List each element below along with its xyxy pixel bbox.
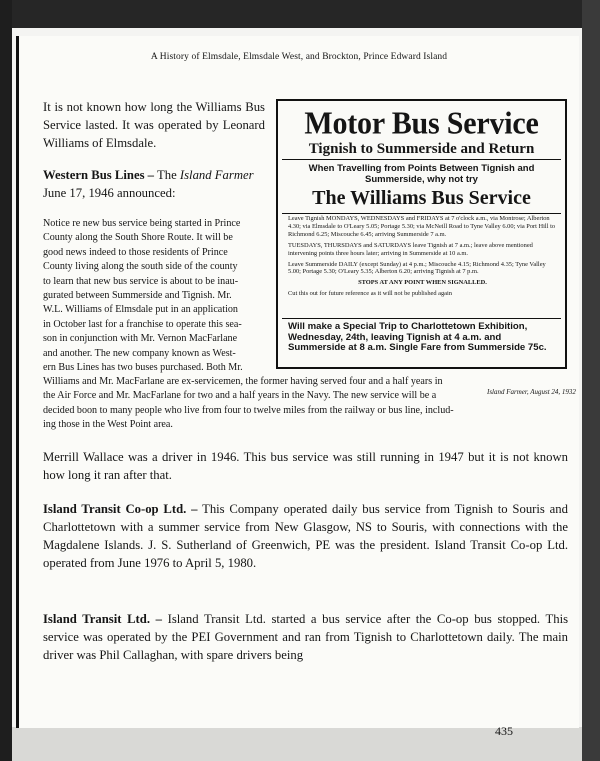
ad-title: Motor Bus Service <box>304 106 539 141</box>
ad-special-trip: Will make a Special Trip to Charlottetown Exhibition, Wednesday, 24th, leaving Tignish at 4 a.m. and Summerside at 8 a.m. Single Fare from Summerside 75c. <box>288 321 547 354</box>
section-heading-western: Western Bus Lines – <box>43 168 155 182</box>
western-bus-lines-intro: Western Bus Lines – The Island Farmer June 17, 1946 announced: <box>43 168 254 200</box>
ad-schedule-line: Leave Tignish MONDAYS, WEDNESDAYS and FRIDAYS at 7 o'clock a.m., via Montrose; Alberton 4.30; via Elmsdale to O'Leary 5.05; Portage 5.30; via McNeill Road to Tyne Valley 6.00; via Port Hill to Richmond 6.25; Miscouche 6.45; arriving Summerside 7 a.m. <box>288 215 556 238</box>
ad-rule <box>282 318 561 319</box>
quote-line: Notice re new bus service being started in Prince <box>43 218 241 229</box>
page-number: 435 <box>495 724 513 738</box>
quote-line: the Air Force and Mr. MacFarlane for two and a half years in the Navy. The new service will be a <box>43 390 437 402</box>
quote-line: ing those in the West Point area. <box>43 419 173 431</box>
section-heading-coop: Island Transit Co-op Ltd. – <box>43 502 198 516</box>
book-binding-shadow <box>0 0 12 761</box>
ad-company: The Williams Bus Service <box>312 187 531 209</box>
quote-line: decided boon to many people who live from four to twelve miles from the railway or bus line, includ- <box>43 404 454 416</box>
quote-line: good news indeed to those residents of Prince <box>43 246 228 258</box>
quote-line: and another. The new company known as West- <box>43 347 236 359</box>
quote-continuation <box>43 375 568 433</box>
ad-rule <box>282 213 561 214</box>
ad-schedule-line: Leave Summerside DAILY (except Sunday) at 4 p.m.; Miscouche 4.15; Richmond 4.35; Tyne Valley 5.00; Portage 5.30; O'Leary 5.35; Alberton 6.20; arriving Tignish at 7 p.m. <box>288 260 546 276</box>
advertisement-image <box>276 99 567 369</box>
quote-block <box>43 217 271 375</box>
book-page <box>16 36 579 738</box>
paragraph-ltd: Island Transit Ltd. – Island Transit Ltd. started a bus service after the Co-op bus stopped. This service was operated by the PEI Government and ran from Tignish to Charlottetown daily. The main driver was Phil Callaghan, with spare drivers being <box>43 612 569 662</box>
ad-schedule-line: STOPS AT ANY POINT WHEN SIGNALLED. <box>358 279 487 287</box>
image-caption: Island Farmer, August 24, 1932 <box>487 388 576 396</box>
running-header: A History of Elmsdale, Elmsdale West, and Brockton, Prince Edward Island <box>150 52 448 62</box>
book-right-edge <box>582 0 600 761</box>
paragraph-merrill: Merrill Wallace was a driver in 1946. This bus service was still running in 1947 but it is not known how long it ran after that. <box>43 450 568 482</box>
quote-line: County living along the south side of the county <box>43 261 238 273</box>
quote-line: County along the South Shore Route. It will be <box>43 232 233 244</box>
ad-subtitle: When Travelling from Points Between Tignish and Summerside, why not try <box>308 163 535 185</box>
quote-line: W.L. Williams of Elmsdale put in an application <box>43 304 238 316</box>
paragraph-coop: Island Transit Co-op Ltd. – This Company operated daily bus service from Tignish to Souris and Charlottetown with a summer service from New Glasgow, NS to Souris, with connections with the Magdalene Islands. J. S. Sutherland of Greenwich, PE was the president. Island Transit Co-op Ltd. operated from June 1976 to April 5, 1980. <box>43 502 568 570</box>
ad-schedule-line: Cut this out for future reference as it will not be published again <box>288 290 452 298</box>
quote-line: gurated between Summerside and Tignish. Mr. <box>43 290 232 302</box>
ad-route: Tignish to Summerside and Return <box>308 141 535 157</box>
quote-line: Williams and Mr. MacFarlane are ex-servicemen, the former having served four and a half years in <box>43 376 443 387</box>
quote-line: to learn that new bus service is about to be inau- <box>43 275 239 287</box>
ad-rule <box>282 159 561 160</box>
paragraph-williams: It is not known how long the Williams Bus Service lasted. It was operated by Leonard Williams of Elmsdale. <box>43 100 265 150</box>
section-heading-ltd: Island Transit Ltd. – <box>43 612 162 626</box>
source-title: Island Farmer <box>179 168 254 182</box>
quote-line: son in conjunction with Mr. Vernon MacFarlane <box>43 333 238 345</box>
quote-line: ern Bus Lines has two buses purchased. Both Mr. <box>43 362 243 374</box>
scan-top-edge <box>0 0 600 28</box>
ad-schedule-line: TUESDAYS, THURSDAYS and SATURDAYS leave Tignish at 7 a.m.; leave above mentioned intervening points three hours later; arriving in Summerside at 10 a.m. <box>288 241 533 257</box>
quote-line: in October last for a franchise to operate this sea- <box>43 318 242 330</box>
ad-schedule <box>288 215 557 301</box>
